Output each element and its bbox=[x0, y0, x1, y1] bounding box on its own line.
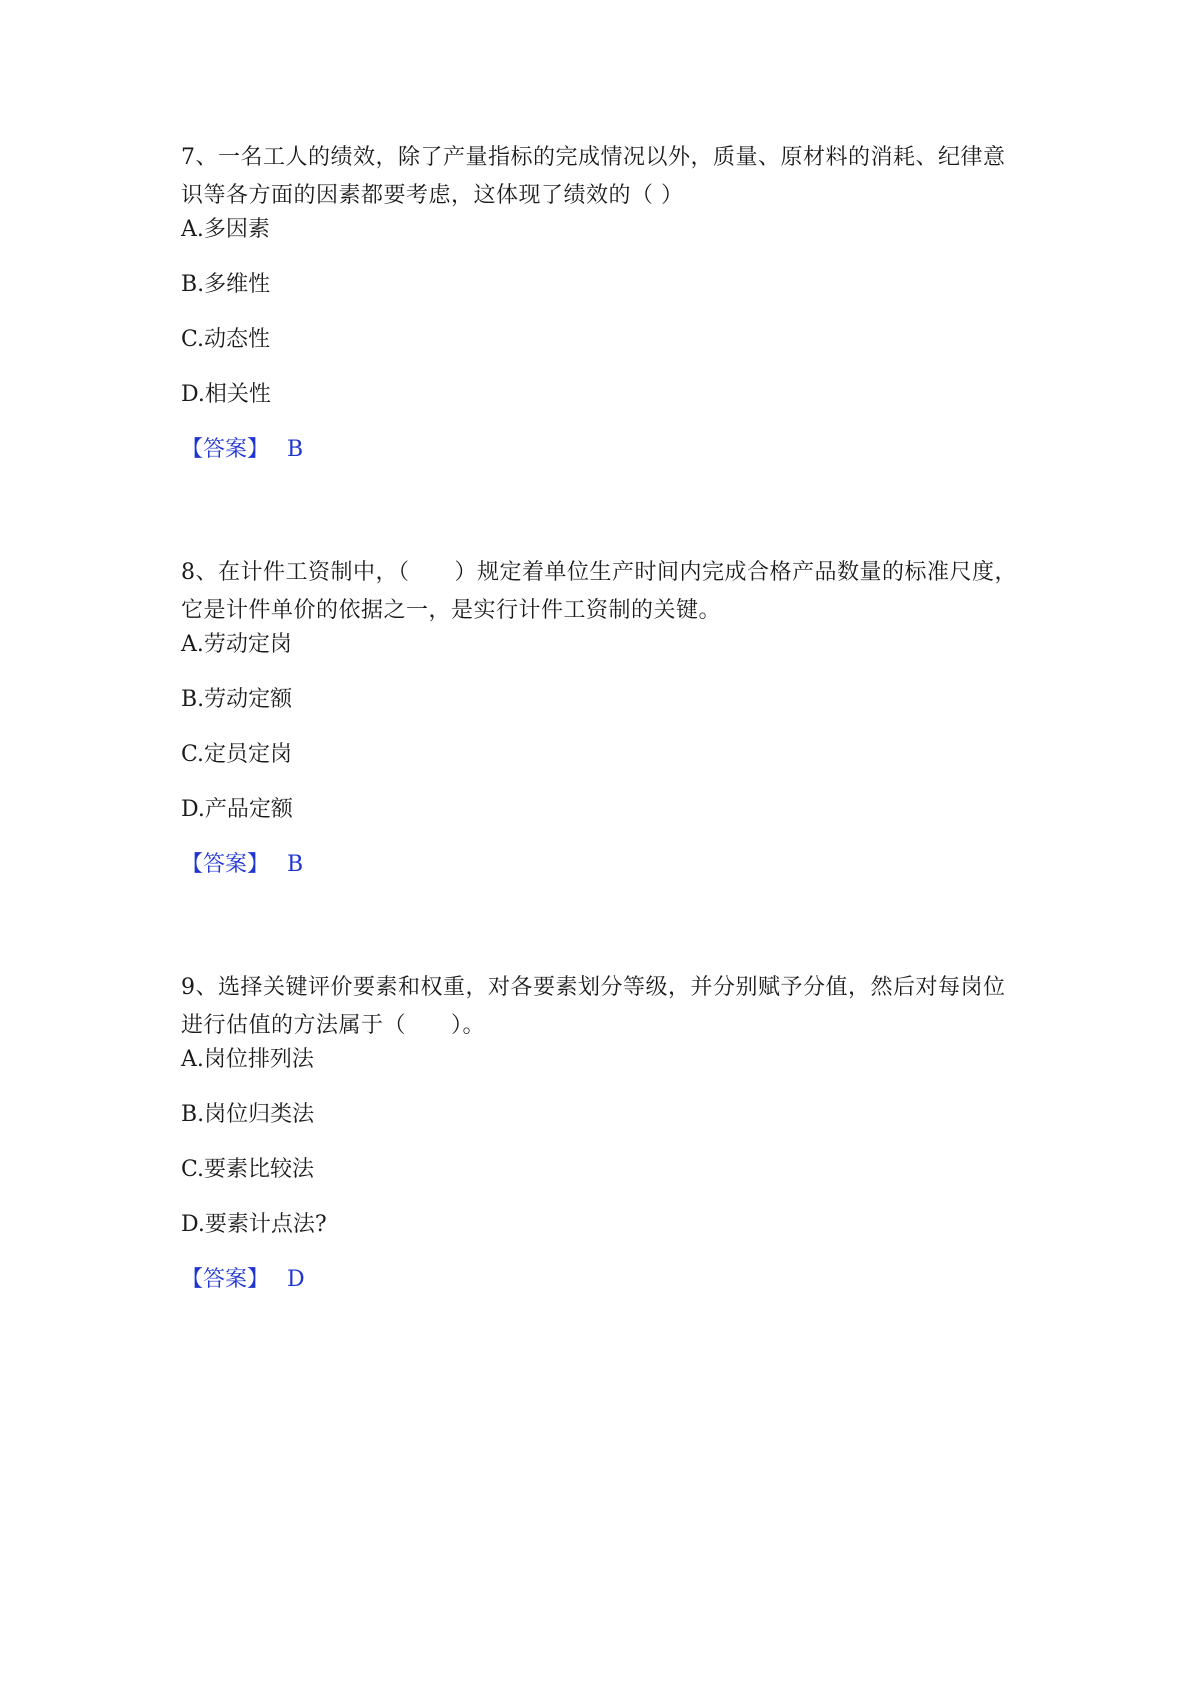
option-c: C.要素比较法 bbox=[181, 1157, 315, 1182]
answer-label: 【答案】 bbox=[181, 1267, 270, 1292]
option-b: B.岗位归类法 bbox=[181, 1102, 315, 1127]
answer-value: B bbox=[287, 852, 304, 877]
option-a: A.岗位排列法 bbox=[181, 1047, 314, 1072]
answer-line bbox=[181, 850, 303, 880]
answer-label: 【答案】 bbox=[181, 437, 270, 462]
question-stem: 8、在计件工资制中，（ ）规定着单位生产时间内完成合格产品数量的标准尺度，它是计件单价的依据之一，是实行计件工资制的关键。 bbox=[181, 560, 1017, 623]
answer-label: 【答案】 bbox=[181, 852, 270, 877]
option-a: A.多因素 bbox=[181, 217, 270, 242]
question-stem: 9、选择关键评价要素和权重，对各要素划分等级，并分别赋予分值，然后对每岗位进行估值的方法属于（ ）。 bbox=[181, 975, 1006, 1038]
option-a: A.劳动定岗 bbox=[181, 632, 292, 657]
answer-value: D bbox=[287, 1267, 305, 1292]
option-b: B.劳动定额 bbox=[181, 687, 293, 712]
option-d: D.相关性 bbox=[181, 382, 271, 407]
answer-line bbox=[181, 435, 303, 465]
question-stem: 7、一名工人的绩效，除了产量指标的完成情况以外，质量、原材料的消耗、纪律意识等各方面的因素都要考虑，这体现了绩效的（ ） bbox=[181, 145, 1006, 208]
option-d: D.产品定额 bbox=[181, 797, 293, 822]
option-c: C.定员定岗 bbox=[181, 742, 293, 767]
option-b: B.多维性 bbox=[181, 272, 271, 297]
answer-value: B bbox=[287, 437, 304, 462]
option-d: D.要素计点法? bbox=[181, 1212, 327, 1237]
answer-line bbox=[181, 1265, 305, 1295]
question-7 bbox=[181, 139, 1021, 462]
option-c: C.动态性 bbox=[181, 327, 271, 352]
question-8 bbox=[181, 554, 1021, 877]
question-9 bbox=[181, 969, 1021, 1292]
